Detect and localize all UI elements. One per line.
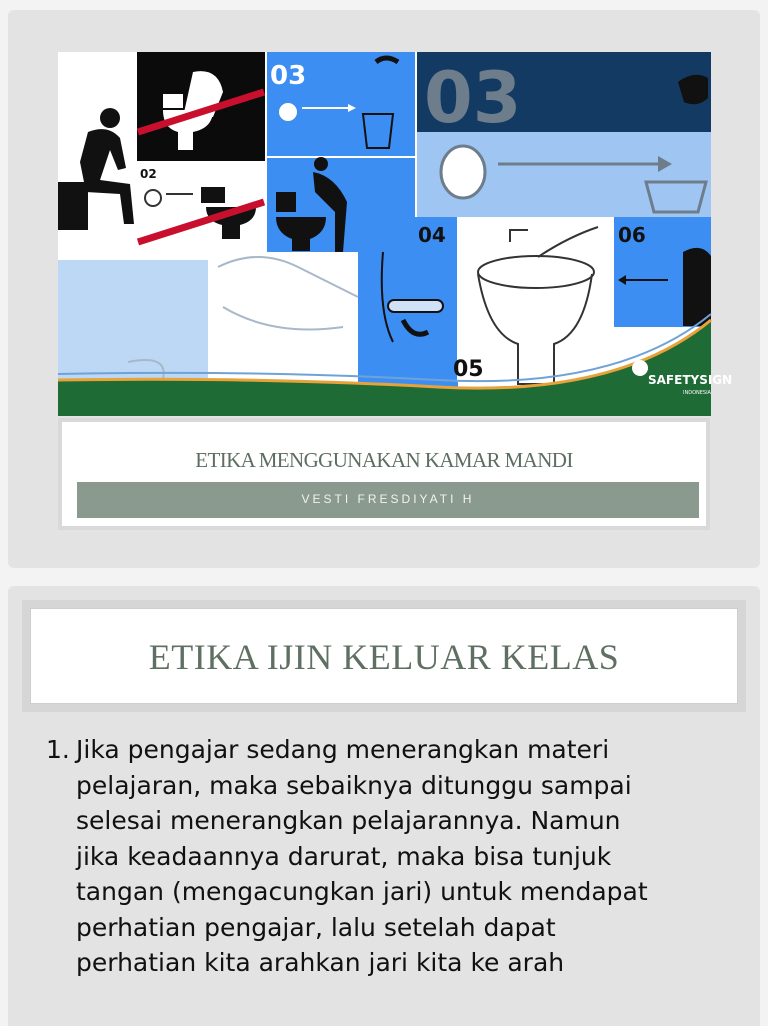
step-label-06: 06 bbox=[618, 223, 646, 247]
step-label-03-small: 03 bbox=[270, 61, 307, 91]
slide-2 bbox=[8, 586, 760, 1026]
slide-2-list bbox=[46, 732, 666, 981]
step-label-03-large: 03 bbox=[424, 57, 522, 139]
step-label-05: 05 bbox=[453, 357, 484, 382]
list-item-number: 1. bbox=[46, 735, 70, 764]
step-label-02: 02 bbox=[140, 167, 157, 181]
toilet-etiquette-banner bbox=[58, 52, 733, 416]
list-item bbox=[46, 732, 666, 981]
brand-sub: INDONESIA bbox=[683, 390, 711, 396]
step-label-04: 04 bbox=[418, 223, 446, 247]
slide-1-title: ETIKA MENGGUNAKAN KAMAR MANDI bbox=[195, 448, 573, 472]
slide-1-title-box bbox=[58, 418, 710, 530]
slide-2-header bbox=[22, 600, 746, 712]
slide-1-subtitle: VESTI FRESDIYATI H bbox=[301, 492, 475, 506]
slide-2-title: ETIKA IJIN KELUAR KELAS bbox=[148, 637, 620, 677]
subtitle-bar bbox=[77, 482, 699, 518]
list-item-text: Jika pengajar sedang menerangkan materi pelajaran, maka sebaiknya ditunggu sampai selesai menerangkan pelajarannya. Namun jika keadaannya darurat, maka bisa tunjuk tangan (mengacungkan jari) untuk mendapat perhatian pengajar, lalu setelah dapat perhatian kita arahkan jari kita ke arah bbox=[76, 735, 648, 977]
slide-1 bbox=[8, 10, 760, 568]
brand-name: SAFETYSIGN bbox=[648, 373, 733, 387]
banner-illustration bbox=[58, 52, 733, 416]
slide-2-header-inner bbox=[30, 608, 738, 704]
